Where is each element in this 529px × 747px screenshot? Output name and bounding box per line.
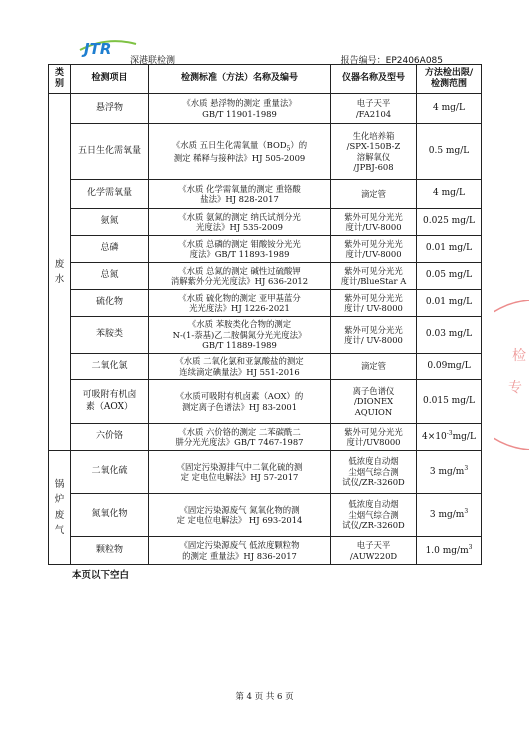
logo-text: JTR <box>84 40 112 58</box>
table-row <box>49 354 482 380</box>
column-header: 类别 <box>49 65 71 94</box>
item-cell: 氮氧化物 <box>71 494 149 537</box>
svg-text:专: 专 <box>508 380 522 396</box>
table-row <box>49 494 482 537</box>
table-row <box>49 537 482 565</box>
table-row <box>49 451 482 494</box>
company-seal-fragment <box>494 300 529 450</box>
item-cell: 悬浮物 <box>71 94 149 124</box>
column-header: 方法检出限/ 检测范围 <box>417 65 482 94</box>
table-row <box>49 124 482 180</box>
page-number: 第 4 页 共 6 页 <box>235 692 294 702</box>
standard-cell: 《水质 二氧化氯和亚氯酸盐的测定 连续滴定碘量法》HJ 551-2016 <box>149 354 331 380</box>
table-row <box>49 317 482 354</box>
item-cell: 总氮 <box>71 263 149 290</box>
limit-cell: 3 $mg/m^3$ <box>417 494 482 537</box>
item-cell: 可吸附有机卤 素（AOX） <box>71 380 149 424</box>
table-row <box>49 424 482 451</box>
limit-cell: 3 $mg/m^3$ <box>417 451 482 494</box>
report-number: 报告编号：EP2406A085 <box>340 56 443 66</box>
svg-text:检: 检 <box>512 348 526 364</box>
standard-cell: 《固定污染源排气中二氧化硫的测 定 定电位电解法》HJ 57-2017 <box>149 451 331 494</box>
item-cell: 苯胺类 <box>71 317 149 354</box>
column-header: 仪器名称及型号 <box>331 65 417 94</box>
item-cell: 五日生化需氧量 <box>71 124 149 180</box>
item-cell: 总磷 <box>71 236 149 263</box>
jtr-logo-icon <box>76 34 138 60</box>
table-row <box>49 94 482 124</box>
instrument-cell: 离子色谱仪 /DIONEX AQUION <box>331 380 417 424</box>
limit-cell: 1.0 $mg/m^3$ <box>417 537 482 565</box>
instrument-cell: 紫外可见分光光 度计/ UV-8000 <box>331 290 417 317</box>
standard-cell: 《固定污染源废气 低浓度颗粒物 的测定 重量法》HJ 836-2017 <box>149 537 331 565</box>
test-methods-table <box>48 64 482 565</box>
instrument-cell: 紫外可见分光光 度计/UV-8000 <box>331 236 417 263</box>
item-cell: 氨氮 <box>71 209 149 236</box>
instrument-cell: 电子天平 /FA2104 <box>331 94 417 124</box>
company-name: 深港联检测 <box>130 56 176 66</box>
standard-cell: 《水质 五日生化需氧量$(BOD_5)$的 测定 稀释与接种法》HJ 505-2009 <box>149 124 331 180</box>
limit-cell: 4 mg/L <box>417 180 482 209</box>
table-row <box>49 290 482 317</box>
standard-cell: 《水质 总氮的测定 碱性过硫酸钾 消解紫外分光光度法》HJ 636-2012 <box>149 263 331 290</box>
instrument-cell: 紫外可见分光光 度计/UV-8000 <box>331 209 417 236</box>
item-cell: 二氧化氯 <box>71 354 149 380</box>
instrument-cell: 低浓度自动烟 尘烟气综合测 试仪/ZR-3260D <box>331 494 417 537</box>
standard-cell: 《水质 氨氮的测定 纳氏试剂分光 光度法》HJ 535-2009 <box>149 209 331 236</box>
category-cell: 锅 炉 废 气 <box>49 451 71 565</box>
standard-cell: 《水质 硫化物的测定 亚甲基蓝分 光光度法》HJ 1226-2021 <box>149 290 331 317</box>
table-row <box>49 380 482 424</box>
standard-cell: 《水质 悬浮物的测定 重量法》 GB/T 11901-1989 <box>149 94 331 124</box>
limit-cell: 0.015 mg/L <box>417 380 482 424</box>
table-row <box>49 209 482 236</box>
limit-cell: 0.01 mg/L <box>417 236 482 263</box>
column-header: 检测项目 <box>71 65 149 94</box>
limit-cell: 0.05 mg/L <box>417 263 482 290</box>
standard-cell: 《水质 六价铬的测定 二苯碳酰二 肼分光光度法》GB/T 7467-1987 <box>149 424 331 451</box>
category-cell: 废 水 <box>49 94 71 451</box>
table-row <box>49 263 482 290</box>
instrument-cell: 生化培养箱 /SPX-150B-Z 溶解氧仪 /JPBJ-608 <box>331 124 417 180</box>
instrument-cell: 紫外可见分光光 度计/ UV-8000 <box>331 317 417 354</box>
standard-cell: 《水质可吸附有机卤素（AOX）的 测定离子色谱法》HJ 83-2001 <box>149 380 331 424</box>
standard-cell: 《水质 总磷的测定 钼酸铵分光光 度法》GB/T 11893-1989 <box>149 236 331 263</box>
item-cell: 化学需氧量 <box>71 180 149 209</box>
item-cell: 硫化物 <box>71 290 149 317</box>
limit-cell: 0.01 mg/L <box>417 290 482 317</box>
item-cell: 六价铬 <box>71 424 149 451</box>
table-row <box>49 180 482 209</box>
instrument-cell: 滴定管 <box>331 354 417 380</box>
column-header: 检测标准（方法）名称及编号 <box>149 65 331 94</box>
instrument-cell: 紫外可见分光光 度计/BlueStar A <box>331 263 417 290</box>
item-cell: 二氧化硫 <box>71 451 149 494</box>
limit-cell: 0.09mg/L <box>417 354 482 380</box>
item-cell: 颗粒物 <box>71 537 149 565</box>
standard-cell: 《固定污染源废气 氮氧化物的测 定 定电位电解法》 HJ 693-2014 <box>149 494 331 537</box>
table-row <box>49 236 482 263</box>
blank-below-note: 本页以下空白 <box>72 570 130 581</box>
table-header-row <box>49 65 482 94</box>
limit-cell: 4 mg/L <box>417 94 482 124</box>
standard-cell: 《水质 苯胺类化合物的测定 N-(1-萘基)乙二胺偶氮分光光度法》 GB/T 11889-1989 <box>149 317 331 354</box>
instrument-cell: 电子天平 /AUW220D <box>331 537 417 565</box>
instrument-cell: 低浓度自动烟 尘烟气综合测 试仪/ZR-3260D <box>331 451 417 494</box>
limit-cell: 0.5 mg/L <box>417 124 482 180</box>
limit-cell: 0.03 mg/L <box>417 317 482 354</box>
limit-cell: 0.025 mg/L <box>417 209 482 236</box>
instrument-cell: 滴定管 <box>331 180 417 209</box>
standard-cell: 《水质 化学需氧量的测定 重铬酸 盐法》HJ 828-2017 <box>149 180 331 209</box>
limit-cell: $4\times 10^{-3}mg/L$ <box>417 424 482 451</box>
instrument-cell: 紫外可见分光光 度计/UV8000 <box>331 424 417 451</box>
